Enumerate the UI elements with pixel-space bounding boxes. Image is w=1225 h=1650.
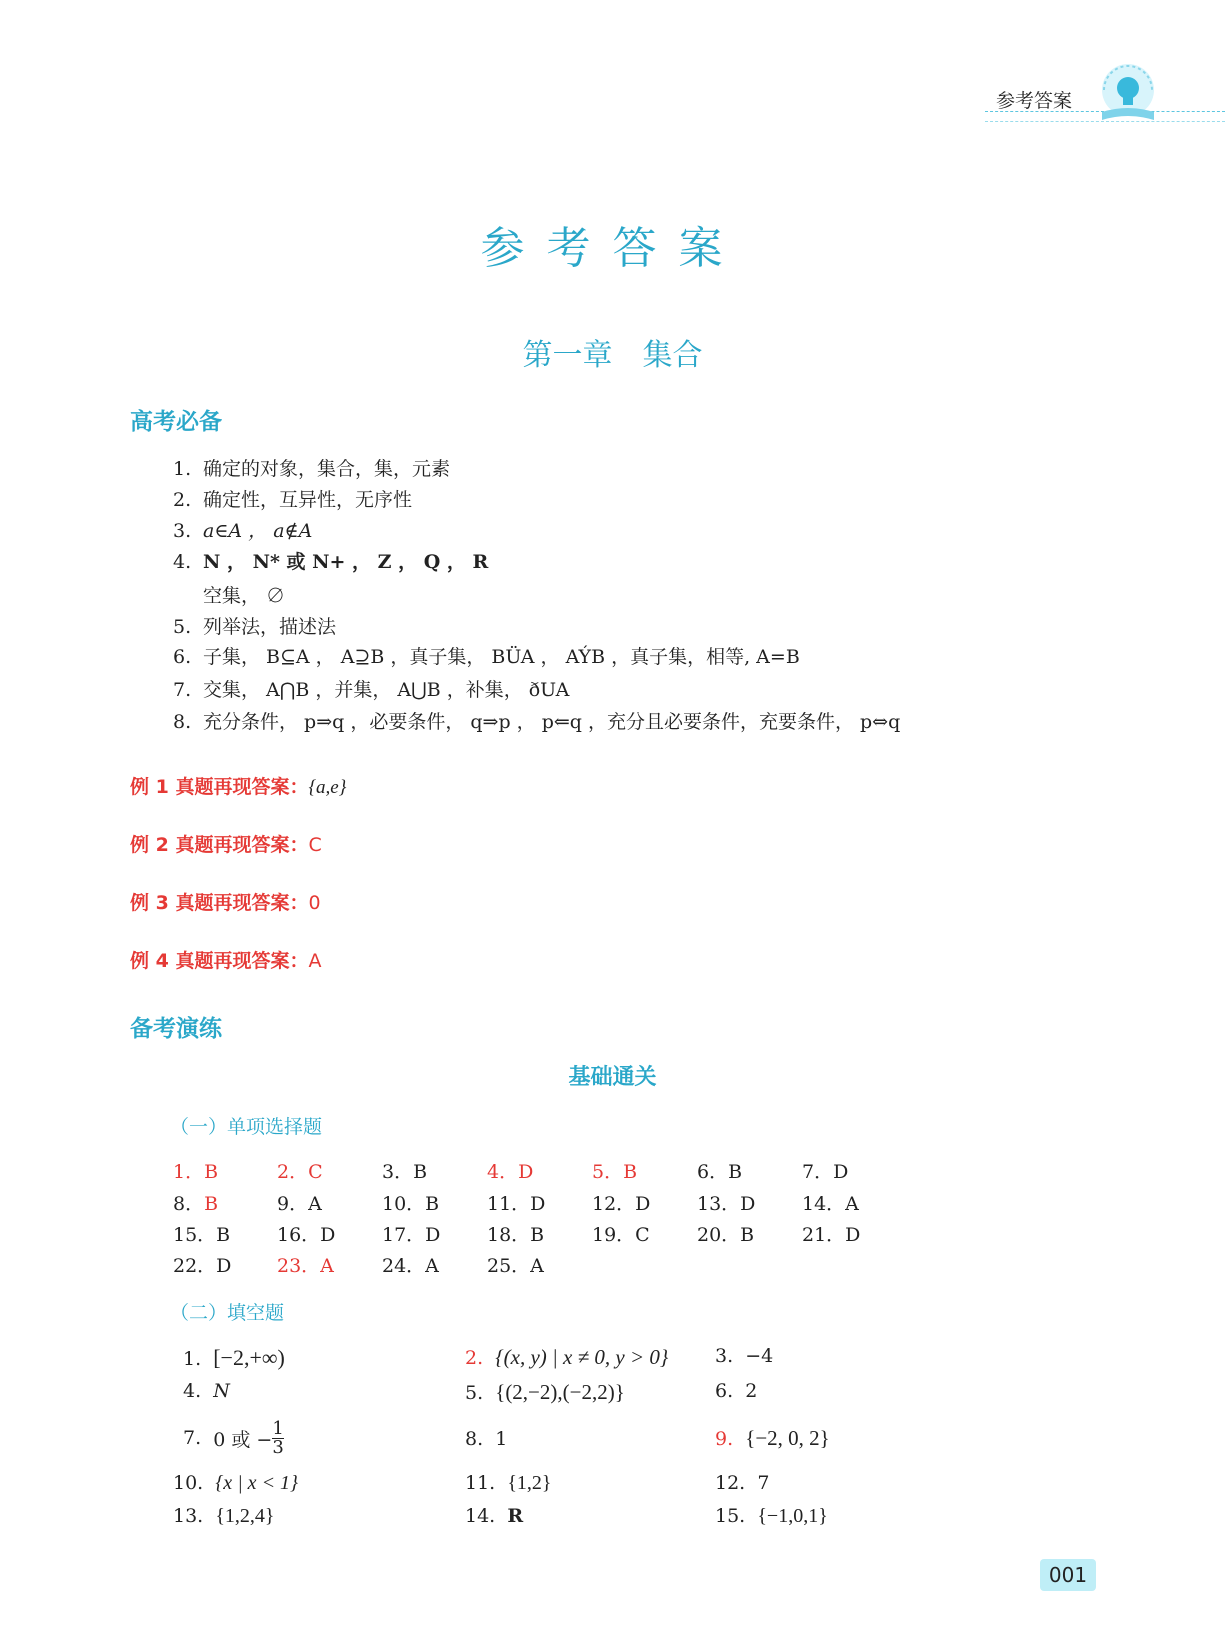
mc-answer: 16．D <box>277 1224 336 1246</box>
fill-answer-2 <box>465 1345 668 1370</box>
fill-value: R <box>507 1505 524 1527</box>
fill-number: 12. <box>715 1472 746 1494</box>
fill-answer-7 <box>183 1415 284 1461</box>
mc-answer: 10．B <box>382 1193 440 1215</box>
item-text: N ， N* 或 N+ ， Z ， Q ， R <box>203 551 489 573</box>
mc-answer: 18．B <box>487 1224 545 1246</box>
fill-value: {x | x < 1} <box>215 1472 299 1494</box>
fraction <box>272 1417 284 1458</box>
section-heading-gaokao: 高考必备 <box>130 409 222 435</box>
fill-value: {−1,0,1} <box>757 1505 828 1527</box>
fill-answer-15 <box>715 1505 828 1528</box>
example-answer: A <box>308 950 322 972</box>
fill-number: 15. <box>715 1505 746 1527</box>
mc-answer: 2．C <box>277 1161 323 1183</box>
mc-heading: （一）单项选择题 <box>170 1116 323 1138</box>
fill-value: [−2,+∞) <box>213 1345 285 1370</box>
mc-answer: 9．A <box>277 1193 322 1215</box>
mc-answer: 17．D <box>382 1224 441 1246</box>
subsection-title-basic: 基础通关 <box>568 1065 657 1090</box>
fill-number: 4. <box>183 1380 202 1402</box>
mc-answer <box>173 1189 218 1216</box>
fill-answer-5 <box>465 1380 625 1405</box>
page-number: 001 <box>1040 1559 1096 1591</box>
example-label: 例 2 真题再现答案： <box>130 834 309 856</box>
example-label: 例 3 真题再现答案： <box>130 892 309 914</box>
gaokao-item-7 <box>173 681 569 700</box>
fill-number: 10. <box>173 1472 204 1494</box>
item-number: 2. <box>173 489 192 511</box>
fill-number: 13. <box>173 1505 204 1527</box>
example-answer: 0 <box>308 892 321 914</box>
mc-answer: 20．B <box>697 1224 755 1246</box>
item-text: a∈A ， a∉A <box>203 520 313 542</box>
item-text: 确定的对象，集合，集，元素 <box>203 458 451 480</box>
mc-letter: B <box>204 1193 219 1215</box>
example-answer-2 <box>130 830 322 857</box>
gaokao-item-6 <box>173 648 800 667</box>
mc-answer: 3．B <box>382 1161 428 1183</box>
fraction-denominator: 3 <box>272 1436 284 1458</box>
item-text: 空集， ∅ <box>203 585 286 607</box>
mc-answer: 11．D <box>487 1193 546 1215</box>
fill-answer-9 <box>715 1426 830 1451</box>
fill-value: 1 <box>495 1428 508 1450</box>
fill-answer-4 <box>183 1380 230 1402</box>
fill-value: {1,2} <box>507 1472 552 1494</box>
item-text: 列举法，描述法 <box>203 616 337 638</box>
mc-answer: 4．D <box>487 1161 534 1183</box>
item-number: 3. <box>173 520 192 542</box>
lightbulb-book-icon <box>1092 60 1164 126</box>
fill-value: {1,2,4} <box>215 1505 275 1527</box>
fill-number: 9. <box>715 1428 734 1450</box>
chapter-title: 第一章 集合 <box>522 338 703 373</box>
fill-number: 6. <box>715 1380 734 1402</box>
page-title: 参考答案 <box>480 223 745 274</box>
example-label: 例 1 真题再现答案： <box>130 776 309 798</box>
fill-number: 1. <box>183 1348 202 1370</box>
item-number: 8. <box>173 711 192 733</box>
gaokao-item-3 <box>173 522 312 541</box>
fill-value: {(x, y) | x ≠ 0, y > 0} <box>495 1345 669 1369</box>
example-answer-3 <box>130 888 321 915</box>
fill-answer-12 <box>715 1472 769 1494</box>
fill-value: N <box>213 1380 230 1402</box>
mc-answer: 6．B <box>697 1161 743 1183</box>
gaokao-item-4 <box>173 553 488 572</box>
section-heading-beikao: 备考演练 <box>130 1016 222 1042</box>
fill-number: 2. <box>465 1347 484 1369</box>
fraction-numerator: 1 <box>272 1417 284 1439</box>
fill-heading: （二）填空题 <box>170 1302 285 1324</box>
fill-value: {−2, 0, 2} <box>745 1426 830 1450</box>
item-number: 7. <box>173 679 192 701</box>
fill-number: 5. <box>465 1382 484 1404</box>
item-number: 4. <box>173 551 192 573</box>
mc-number: 8． <box>173 1193 205 1215</box>
gaokao-item-8 <box>173 713 900 732</box>
fill-value: 2 <box>745 1380 758 1402</box>
fill-number: 14. <box>465 1505 496 1527</box>
mc-answer: 25．A <box>487 1255 544 1277</box>
example-answer-1 <box>130 772 346 799</box>
mc-answer: 24．A <box>382 1255 439 1277</box>
item-text: 交集， A⋂B ，并集， A⋃B ，补集， ðUA <box>203 679 570 701</box>
item-text: 充分条件， p⇒q ，必要条件， q⇒p ， p⇐q ，充分且必要条件，充要条件， p⇔q <box>203 711 901 733</box>
mc-answer: 19．C <box>592 1224 650 1246</box>
mc-answer: 22．D <box>173 1255 232 1277</box>
header-label: 参考答案 <box>996 90 1073 112</box>
fill-answer-11 <box>465 1472 552 1495</box>
fill-number: 11. <box>465 1472 496 1494</box>
fill-answer-6 <box>715 1380 757 1402</box>
mc-answer: 13．D <box>697 1193 756 1215</box>
mc-answer: 15．B <box>173 1224 231 1246</box>
item-number: 5. <box>173 616 192 638</box>
mc-answer: 12．D <box>592 1193 651 1215</box>
example-answer: C <box>308 834 322 856</box>
mc-answer: 23．A <box>277 1255 334 1277</box>
fill-number: 3. <box>715 1345 734 1367</box>
fill-answer-1 <box>183 1345 285 1371</box>
gaokao-item-1 <box>173 460 450 479</box>
fill-number: 7. <box>183 1427 202 1449</box>
item-number: 6. <box>173 646 192 668</box>
gaokao-item-5 <box>173 618 336 637</box>
gaokao-item-4b <box>173 587 285 606</box>
item-text: 子集， B⊆A ， A⊇B ，真子集， BÜA ， AÝB ，真子集，相等, A=B <box>203 646 800 668</box>
fill-answer-13 <box>173 1505 275 1528</box>
fill-answer-8 <box>465 1428 507 1450</box>
fill-answer-3 <box>715 1345 773 1367</box>
mc-answer: 21．D <box>802 1224 861 1246</box>
mc-answer: 7．D <box>802 1161 849 1183</box>
example-answer: {a,e} <box>308 777 347 798</box>
item-number: 1. <box>173 458 192 480</box>
example-answer-4 <box>130 946 321 973</box>
fill-value: −4 <box>745 1345 774 1367</box>
fill-answer-10 <box>173 1472 298 1495</box>
fill-value: 7 <box>757 1472 770 1494</box>
fill-value: 0 或 − <box>213 1428 273 1451</box>
example-label: 例 4 真题再现答案： <box>130 950 309 972</box>
item-text: 确定性，互异性，无序性 <box>203 489 413 511</box>
fill-answer-14 <box>465 1505 523 1527</box>
fill-number: 8. <box>465 1428 484 1450</box>
mc-answer: 1．B <box>173 1161 219 1183</box>
mc-answer: 5．B <box>592 1161 638 1183</box>
fill-value: {(2,−2),(−2,2)} <box>495 1380 625 1404</box>
gaokao-item-2 <box>173 491 412 510</box>
mc-answer: 14．A <box>802 1193 859 1215</box>
